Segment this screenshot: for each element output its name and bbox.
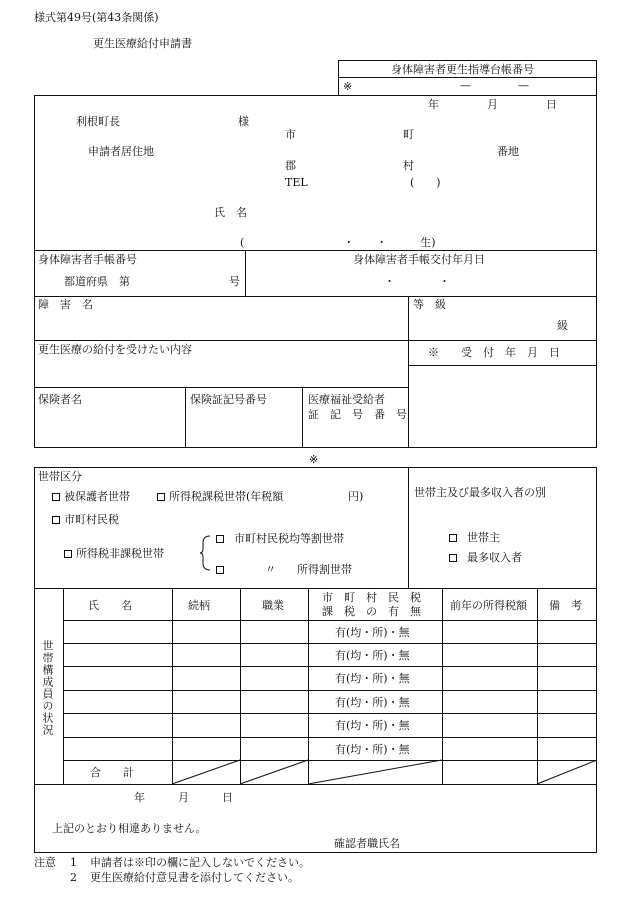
- notes-title: 注意: [34, 856, 56, 869]
- date-year: 年: [428, 98, 439, 111]
- county-label: 郡: [285, 159, 296, 172]
- tel-label: TEL: [285, 176, 308, 189]
- dash: —: [460, 79, 471, 92]
- applicant-name-label: 氏 名: [214, 206, 247, 219]
- welfare-code-label: 証 記 号 番 号: [308, 408, 407, 421]
- applicant-address-label: 申請者居住地: [88, 145, 154, 158]
- option-resident-tax[interactable]: 市町村民税: [52, 514, 119, 525]
- option-equal-rate[interactable]: 市町村民税均等割世帯: [216, 533, 344, 544]
- household-category-label: 世帯区分: [38, 470, 82, 483]
- tax-status-cell: 有(均・所)・無: [335, 743, 410, 756]
- tax-status-cell: 有(均・所)・無: [335, 626, 410, 639]
- page-title: 更生医療給付申請書: [93, 37, 192, 50]
- option-top-earner[interactable]: 最多収入者: [449, 552, 522, 563]
- city-label: 市: [285, 128, 296, 141]
- tax-status-cell: 有(均・所)・無: [335, 719, 410, 732]
- confirming-officer-label: 確認者職氏名: [334, 837, 400, 850]
- option-household-head[interactable]: 世帯主: [449, 532, 500, 543]
- ditto-mark: 〃: [265, 563, 276, 576]
- income-rate-label: 所得割世帯: [297, 563, 352, 576]
- office-use-mark: ※: [343, 80, 353, 93]
- insurance-cert-label: 保険証記号番号: [190, 393, 267, 406]
- handbook-issue-date-label: 身体障害者手帳交付年月日: [353, 253, 485, 266]
- handbook-number-label: 身体障害者手帳番号: [38, 253, 137, 266]
- option-income-taxed[interactable]: 所得税課税世帯(年税額: [157, 491, 283, 502]
- registry-number-label: 身体障害者更生指導台帳番号: [391, 63, 534, 76]
- members-section-label: 世帯構成員の状況: [41, 640, 54, 736]
- confirm-statement: 上記のとおり相違ありません。: [52, 822, 207, 835]
- note-2: 更生医療給付意見書を添付してください。: [90, 871, 299, 884]
- tax-status-cell: 有(均・所)・無: [335, 696, 410, 709]
- receipt-date-label: ※ 受 付 年 月 日: [428, 346, 560, 359]
- header-income-tax: 前年の所得税額: [450, 599, 527, 612]
- grade-suffix: 級: [557, 319, 568, 332]
- grade-label: 等 級: [413, 298, 446, 311]
- addressee-name: 利根町長: [76, 115, 120, 128]
- header-tax-status: 課 税 の 有 無: [322, 605, 421, 618]
- option-welfare[interactable]: 被保護者世帯: [52, 491, 130, 502]
- tax-status-cell: 有(均・所)・無: [335, 672, 410, 685]
- note-1: 申請者は※印の欄に記入しないでください。: [90, 856, 310, 869]
- header-resident-tax: 市 町 村 民 税: [322, 591, 421, 604]
- medical-content-label: 更生医療の給付を受けたい内容: [38, 343, 192, 356]
- date-month: 月: [487, 98, 498, 111]
- header-name: 氏 名: [88, 599, 132, 612]
- town-label: 町: [403, 128, 414, 141]
- number-suffix: 号: [229, 275, 240, 288]
- dash: —: [518, 79, 529, 92]
- disability-name-label: 障 害 名: [38, 298, 93, 311]
- lot-number-label: 番地: [497, 145, 519, 158]
- yen-suffix: 円): [348, 490, 364, 503]
- option-income-nontaxed[interactable]: 所得税非課税世帯: [64, 548, 164, 559]
- addressee-honorific: 様: [238, 115, 249, 128]
- header-occupation: 職業: [262, 599, 284, 612]
- total-row-label: 合 計: [90, 766, 134, 779]
- form-number: 様式第49号(第43条関係): [34, 11, 159, 24]
- welfare-recipient-label: 医療福祉受給者: [308, 393, 385, 406]
- date-day: 日: [546, 98, 557, 111]
- birth-date-field: ( ・ ・ 生): [240, 236, 436, 249]
- household-head-label: 世帯主及び最多収入者の別: [414, 486, 546, 499]
- insurer-name-label: 保険者名: [38, 393, 82, 406]
- handbook-issue-date-field: ・ ・: [384, 275, 450, 288]
- note-number: 1: [70, 856, 77, 869]
- office-use-mark: ※: [309, 453, 319, 466]
- note-number: 2: [70, 871, 77, 884]
- village-label: 村: [403, 159, 414, 172]
- header-relation: 続柄: [188, 599, 210, 612]
- header-remarks: 備 考: [549, 599, 582, 612]
- tax-status-cell: 有(均・所)・無: [335, 649, 410, 662]
- confirm-date: 年 月 日: [134, 791, 233, 804]
- tel-area-code: ( ): [410, 176, 441, 189]
- prefecture-label: 都道府県 第: [64, 275, 130, 288]
